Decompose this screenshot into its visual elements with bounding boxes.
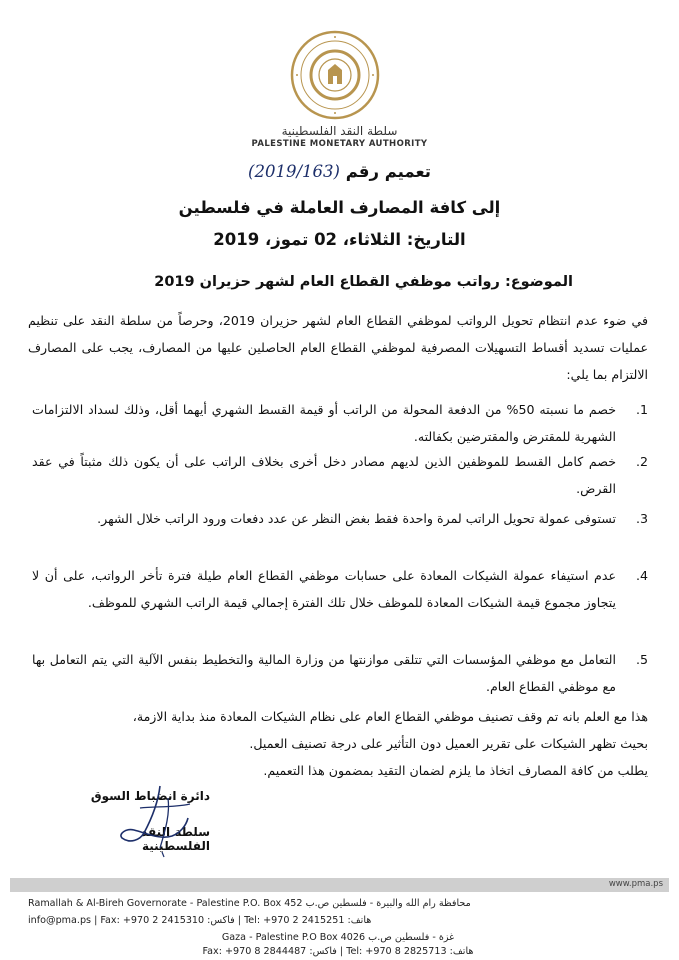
pma-logo-icon <box>290 30 380 120</box>
footer-address-gaza: غزة - فلسطين ص.ب Gaza - Palestine P.O Box 4026 <box>221 932 455 943</box>
subject-line: الموضوع: رواتب موظفي القطاع العام لشهر حزيران 2019 <box>154 274 573 290</box>
list-item <box>28 646 648 700</box>
logo-name-arabic: سلطة النقد الفلسطينية <box>281 124 398 138</box>
circular-number-heading <box>60 162 619 181</box>
footer-contact-ramallah: info@pma.ps | Fax: +970 2 2415310 :فاكس | Tel: +970 2 2415251 :هاتف <box>28 915 372 926</box>
logo-name-english: PALESTINE MONETARY AUTHORITY <box>251 139 428 149</box>
circular-number: (2019/163) <box>248 162 340 181</box>
footer-band <box>10 878 669 892</box>
date-heading: التاريخ: الثلاثاء، 02 تموز، 2019 <box>213 230 466 249</box>
note-line: بحيث تظهر الشيكات على تقرير العميل دون التأثير على درجة تصنيف العميل. <box>249 736 648 751</box>
list-item-number: 4. <box>635 568 648 583</box>
list-item-text: التعامل مع موظفي المؤسسات التي تتلقى موازنتها من وزارة المالية والتخطيط بنفس الآلية التي يتم التعامل بها مع موظفي القطاع العام. <box>32 652 616 694</box>
note-line: هذا مع العلم بانه تم وقف تصنيف موظفي القطاع العام على نظام الشيكات المعادة منذ بداية الازمة، <box>132 709 648 724</box>
footer-contact-gaza: Fax: +970 8 2844487 :فاكس | Tel: +970 8 2825713 :هاتف <box>202 946 474 957</box>
list-item-text: خصم ما نسبته 50% من الدفعة المحولة من الراتب أو قيمة القسط الشهري أيهما أقل، وذلك لسداد الالتزامات الشهرية للمقترض والمقترضين بكفالته. <box>32 402 616 444</box>
list-item-number: 3. <box>635 511 648 526</box>
list-item <box>28 562 648 616</box>
list-item <box>28 448 648 502</box>
note-line: يطلب من كافة المصارف اتخاذ ما يلزم لضمان التقيد بمضمون هذا التعميم. <box>263 763 648 778</box>
intro-paragraph: في ضوء عدم انتظام تحويل الرواتب لموظفي القطاع العام لشهر حزيران 2019، وحرصاً من سلطة النقد على تنظيم عمليات تسديد أقساط التسهيلات المصرفية لموظفي القطاع العام الحاصلين عليها من المصارف، يجب على المصارف الالتزام بما يلي: <box>28 313 649 382</box>
footer-url: www.pma.ps <box>608 879 663 889</box>
signature-organization: سلطة النقد الفلسطينية <box>141 825 210 853</box>
list-item-text: عدم استيفاء عمولة الشيكات المعادة على حسابات موظفي القطاع العام طيلة فترة تأخر الرواتب، على أن لا يتجاوز مجموع قيمة الشيكات المعادة للموظف خلال تلك الفترة إجمالي قيمة الراتب الشهري للموظف. <box>32 568 616 610</box>
list-item-number: 5. <box>635 652 648 667</box>
recipient-heading: إلى كافة المصارف العاملة في فلسطين <box>178 198 501 217</box>
list-item-number: 2. <box>635 454 648 469</box>
footer-address-ramallah: Ramallah & Al-Bireh Governorate - Palestine P.O. Box 452 محافظة رام الله والبيرة - فلسطين ص.ب <box>28 898 471 909</box>
handwritten-signature-icon <box>100 778 210 858</box>
list-item-text: خصم كامل القسط للموظفين الذين لديهم مصادر دخل أخرى بخلاف الراتب على أن يكون ذلك مثبتاً في عقد القرض. <box>32 454 616 496</box>
list-item <box>28 396 648 450</box>
list-item-number: 1. <box>635 402 648 417</box>
circular-prefix: تعميم رقم <box>345 162 431 181</box>
signature-department: دائرة انضباط السوق <box>90 789 210 803</box>
list-item-text: تستوفى عمولة تحويل الراتب لمرة واحدة فقط بغض النظر عن عدد دفعات ورود الراتب خلال الشهر. <box>97 511 616 526</box>
list-item <box>28 505 648 532</box>
